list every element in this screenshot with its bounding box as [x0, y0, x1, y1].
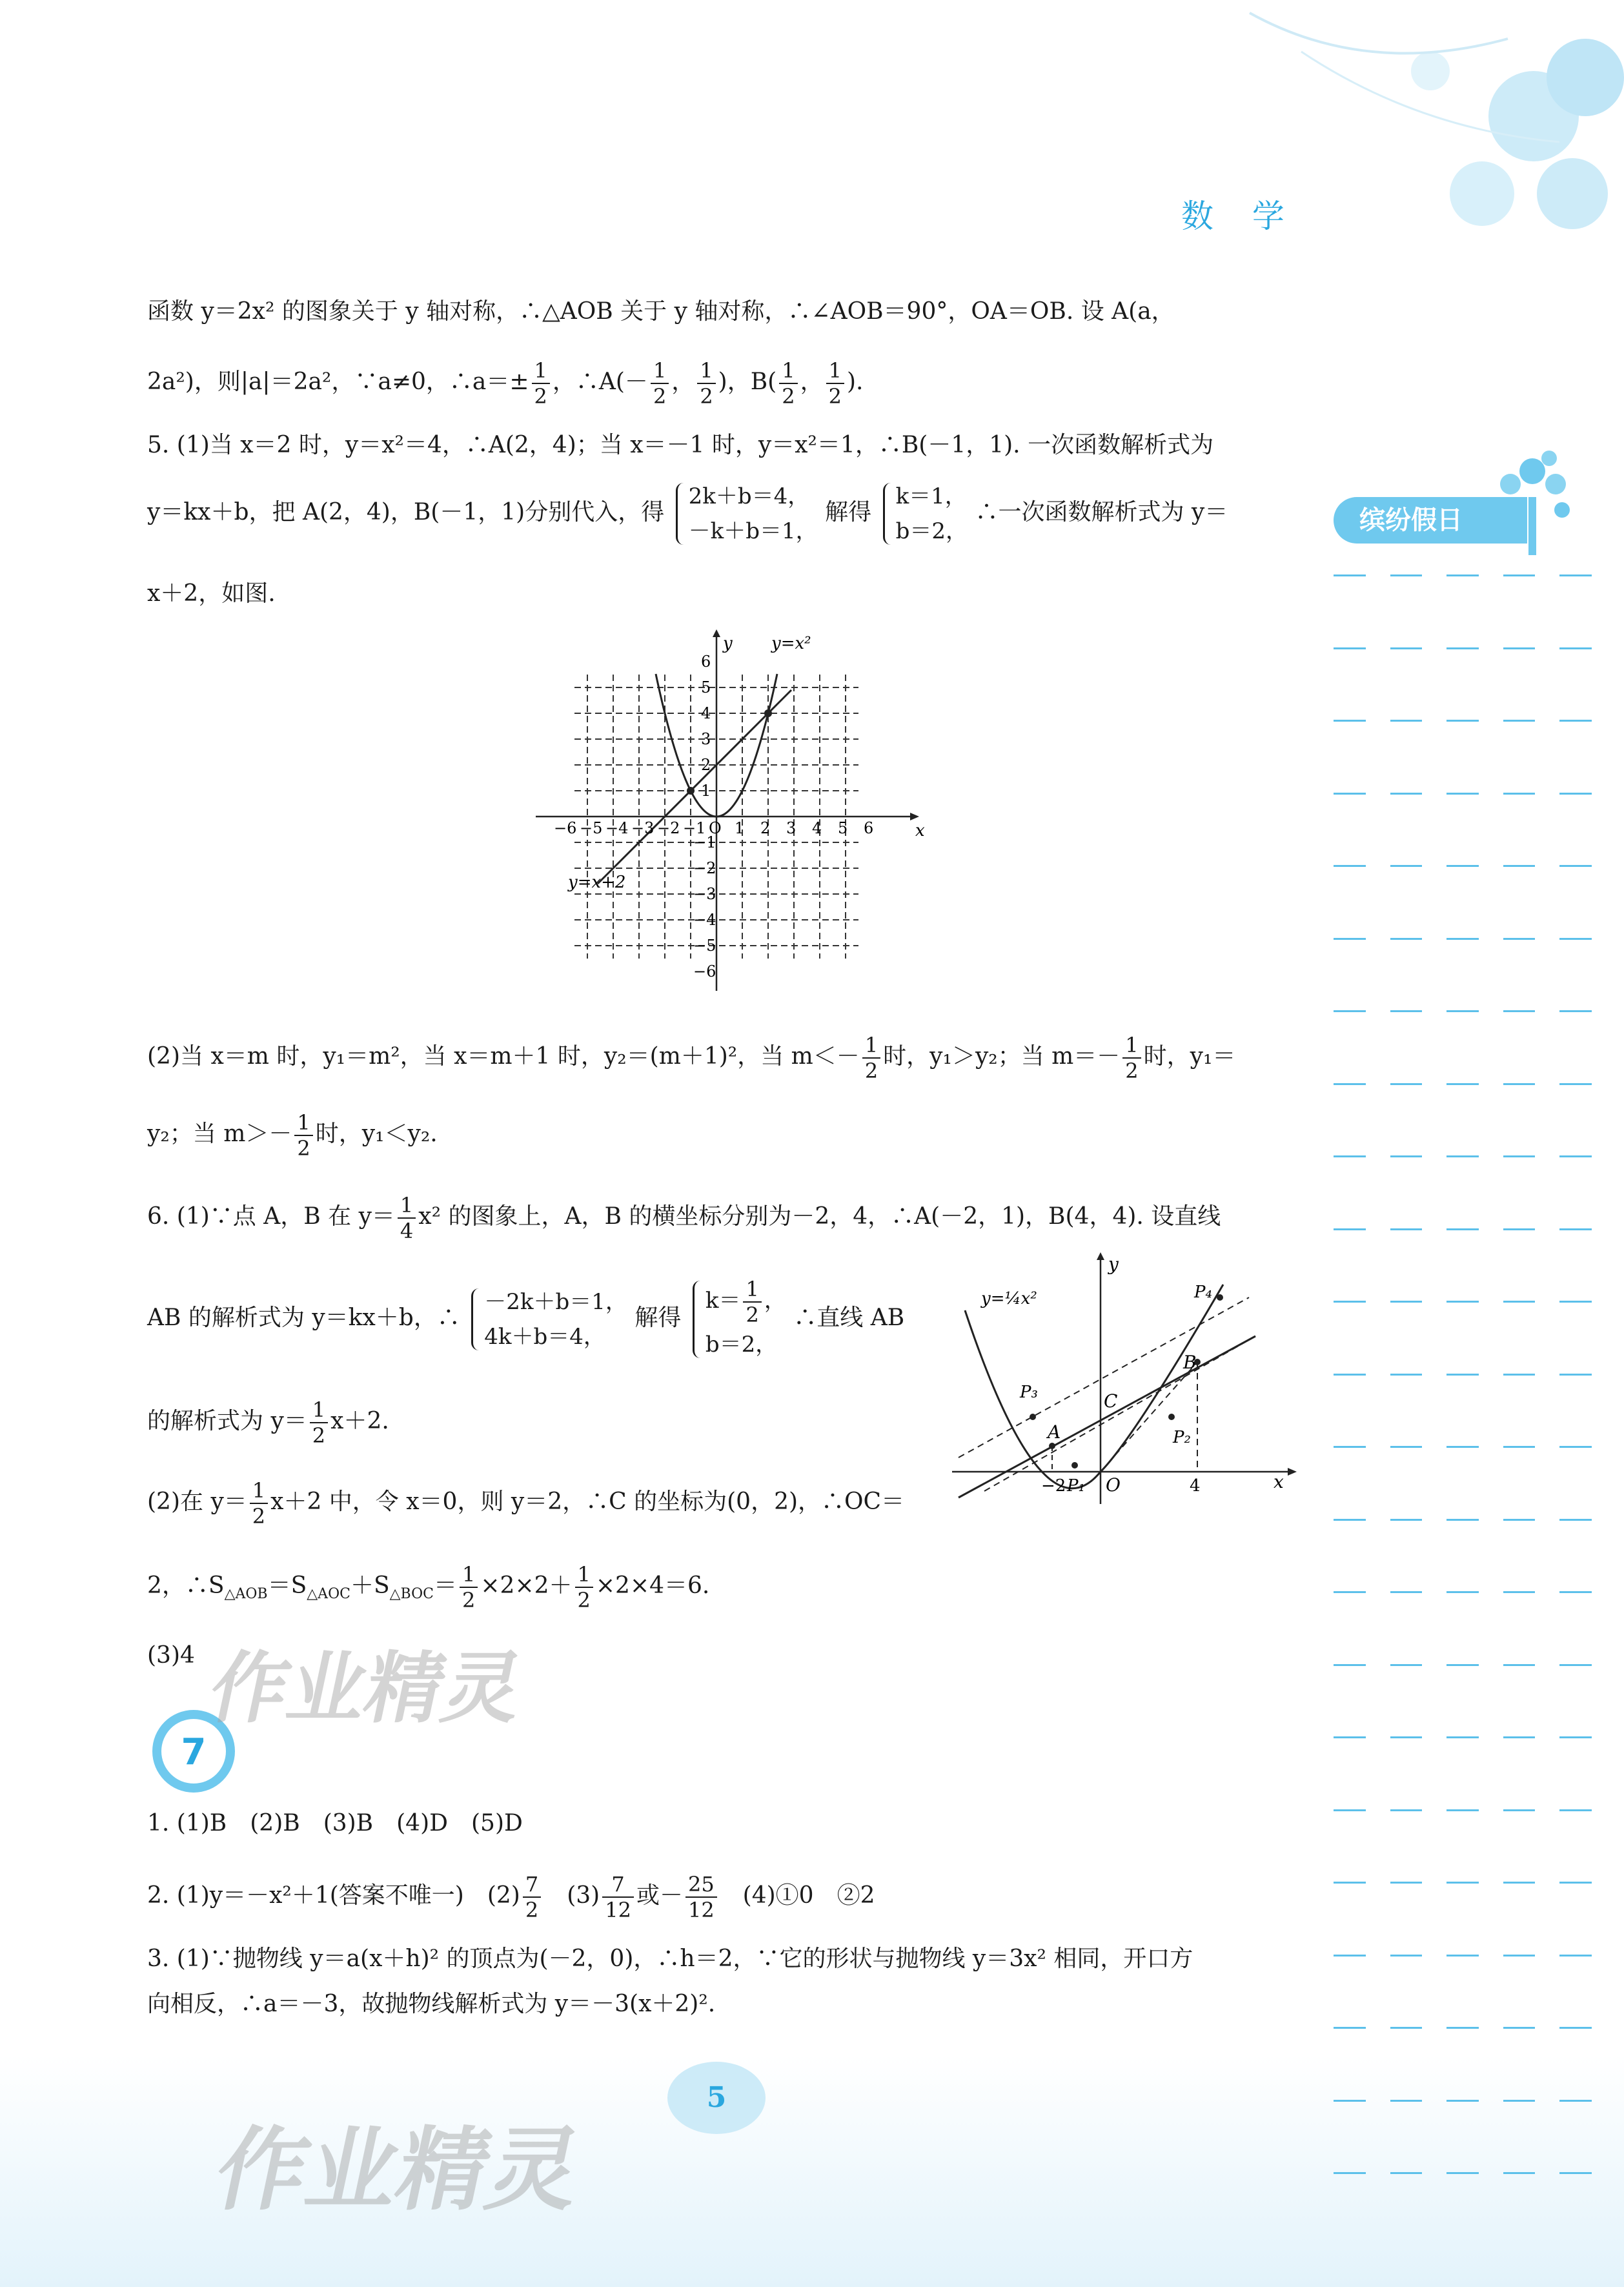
tick-label-y: −6 [693, 962, 716, 981]
point-label-b: B [1183, 1352, 1197, 1373]
tick-label-x: −4 [605, 819, 629, 837]
line-label: y=x+2 [568, 873, 626, 892]
text-line-12: 2，$\therefore S_{\triangle AOB}=S_{\triangle AOC}+S_{\triangle BOC}=$ $\frac{1}{2}$ ×2×2＋ $\frac{1}{2}$ ×2×4＝6. [147, 1562, 710, 1612]
text-line-10: 的解析式为 y＝ $\frac{1}{2}$ x＋2. [147, 1398, 389, 1448]
y-axis-label: y [723, 634, 733, 653]
tick-label-x: 1 [735, 819, 745, 837]
tick-label-y: 6 [701, 653, 711, 671]
fraction: $\frac{7}{12}$ [602, 1872, 634, 1922]
tick-label-x: −2 [657, 819, 680, 837]
fraction: $\frac{1}{2}$ [575, 1562, 593, 1612]
tick-label-y: −3 [693, 885, 716, 903]
parabola-label: y=¼x² [981, 1289, 1037, 1308]
fraction: $\frac{25}{12}$ [685, 1872, 717, 1922]
tick-label-x: 2 [760, 819, 771, 837]
text-line-2: 2a²)，则|a|＝2a²，∵a≠0，∴a＝± $\frac{1}{2}$ ，∴A(－ $\frac{1}{2}$ ， $\frac{1}{2}$ )，B( $\frac{1}{2}$ ， $\frac{1}{2}$ ). [147, 358, 864, 409]
tick-label-x: 5 [838, 819, 848, 837]
tick-label-y: 4 [701, 704, 711, 722]
side-tab-label: 缤纷假日 [1334, 497, 1527, 544]
q2-answers: 2. (1)y＝－x²＋1(答案不唯一) (2) $\frac{7}{2}$ (3) $\frac{7}{12}$ 或－ $\frac{25}{12}$ (4)①0 ②2 [147, 1872, 875, 1922]
text-line-7: y₂；当 m＞－ $\frac{1}{2}$ 时，y₁＜y₂. [147, 1110, 438, 1161]
point-label-p2: P₂ [1173, 1428, 1191, 1447]
point-label-p1: P₁ [1067, 1476, 1085, 1496]
tick-label-y: 2 [701, 756, 711, 774]
point-label-a: A [1048, 1421, 1061, 1443]
text-line-6: (2)当 x＝m 时，y₁＝m²，当 x＝m＋1 时，y₂＝(m＋1)²，当 m＜－ $\frac{1}{2}$ 时，y₁＞y₂；当 m＝－ $\frac{1}{2}$ 时，y₁＝ [147, 1033, 1236, 1083]
subject-title: 数 学 [1181, 198, 1299, 235]
q1-answers: 1. (1)B (2)B (3)B (4)D (5)D [147, 1810, 523, 1836]
equation-system: －2k＋b＝1， 4k＋b＝4， [467, 1285, 627, 1354]
text-line-4: y＝kx＋b，把 A(2，4)，B(－1，1)分别代入，得 2k＋b＝4， －k＋b＝1， 解得 k＝1， b＝2， ∴一次函数解析式为 y＝ [147, 479, 1228, 549]
fraction: $\frac{1}{2}$ [1122, 1033, 1141, 1083]
section-number: 7 [181, 1731, 207, 1773]
text-line-1: 函数 y＝2x² 的图象关于 y 轴对称，∴△AOB 关于 y 轴对称，∴∠AOB＝90°，OA＝OB. 设 A(a， [147, 298, 1175, 325]
y-axis-label: y [1108, 1254, 1119, 1275]
text-line-13: (3)4 [147, 1642, 195, 1669]
tick-label-y: 3 [701, 730, 711, 748]
page-number: 5 [706, 2081, 727, 2114]
tick-label-y: −1 [693, 833, 716, 851]
fraction: $\frac{1}{2}$ [743, 1277, 761, 1327]
tick-label-x: −5 [580, 819, 603, 837]
tick-label-y: 1 [701, 782, 711, 800]
tick-label-x: −2 [1041, 1476, 1066, 1496]
parabola-line-figure [523, 629, 923, 1004]
fraction: $\frac{7}{2}$ [523, 1872, 541, 1922]
tick-label-x: 4 [1190, 1476, 1201, 1496]
parabola-label: y=x² [771, 634, 811, 653]
q3-line-1: 3. (1)∵抛物线 y＝a(x＋h)² 的顶点为(－2，0)，∴h＝2，∵它的形状与抛物线 y＝3x² 相同，开口方 [147, 1946, 1193, 1972]
text-line-11: (2)在 y＝ $\frac{1}{2}$ x＋2 中，令 x＝0，则 y＝2，∴C 的坐标为(0，2)，∴OC＝ [147, 1478, 905, 1529]
fraction: $\frac{1}{2}$ [460, 1562, 478, 1612]
text-line-8: 6. (1)∵点 A，B 在 y＝ $\frac{1}{4}$ x² 的图象上，A，B 的横坐标分别为－2，4，∴A(－2，1)，B(4，4). 设直线 [147, 1193, 1221, 1243]
fraction: $\frac{1}{2}$ [310, 1398, 328, 1448]
quarter-parabola-figure [946, 1252, 1307, 1510]
tick-label-x: 4 [812, 819, 822, 837]
tick-label-x: O [709, 819, 722, 837]
watermark: 作业精灵 [201, 1644, 531, 1734]
x-axis-label: x [915, 821, 925, 840]
q3-line-2: 向相反，∴a＝－3，故抛物线解析式为 y＝－3(x＋2)². [147, 1991, 716, 2017]
fraction: $\frac{1}{2}$ [826, 358, 844, 409]
equation-system: 2k＋b＝4， －k＋b＝1， [672, 479, 818, 549]
point-label-o: O [1106, 1474, 1121, 1496]
fraction: $\frac{1}{2}$ [651, 358, 669, 409]
watermark: 作业精灵 [207, 2118, 591, 2223]
equation-system: k＝ $\frac{1}{2}$ ， b＝2， [689, 1277, 786, 1362]
fraction: $\frac{1}{2}$ [779, 358, 797, 409]
fraction: $\frac{1}{2}$ [862, 1033, 880, 1083]
equation-system: k＝1， b＝2， [879, 479, 968, 549]
tick-label-x: 6 [864, 819, 874, 837]
tick-label-y: −5 [693, 937, 716, 955]
fraction: $\frac{1}{2}$ [250, 1478, 268, 1529]
tick-label-x: −6 [554, 819, 577, 837]
point-label-c: C [1104, 1390, 1118, 1412]
tick-label-x: −3 [631, 819, 655, 837]
text-line-9: AB 的解析式为 y＝kx＋b，∴ －2k＋b＝1， 4k＋b＝4， 解得 k＝ $\frac{1}{2}$ ， b＝2， ∴直线 AB [147, 1277, 904, 1362]
fraction: $\frac{1}{2}$ [697, 358, 715, 409]
tick-label-x: −1 [683, 819, 706, 837]
text-line-3: 5. (1)当 x＝2 时，y＝x²＝4，∴A(2，4)；当 x＝－1 时，y＝x²＝1，∴B(－1，1). 一次函数解析式为 [147, 432, 1214, 458]
fraction: $\frac{1}{2}$ [294, 1110, 312, 1161]
point-label-p4: P₄ [1194, 1283, 1212, 1302]
x-axis-label: x [1274, 1471, 1284, 1492]
tick-label-x: 3 [786, 819, 797, 837]
fraction: $\frac{1}{2}$ [532, 358, 550, 409]
tick-label-y: 5 [701, 678, 711, 696]
tick-label-y: −4 [693, 911, 716, 929]
tick-label-y: −2 [693, 859, 716, 877]
note-lines [1334, 574, 1592, 2245]
point-label-p3: P₃ [1020, 1383, 1038, 1402]
fraction: $\frac{1}{4}$ [398, 1193, 416, 1243]
text-line-5: x＋2，如图. [147, 580, 276, 607]
